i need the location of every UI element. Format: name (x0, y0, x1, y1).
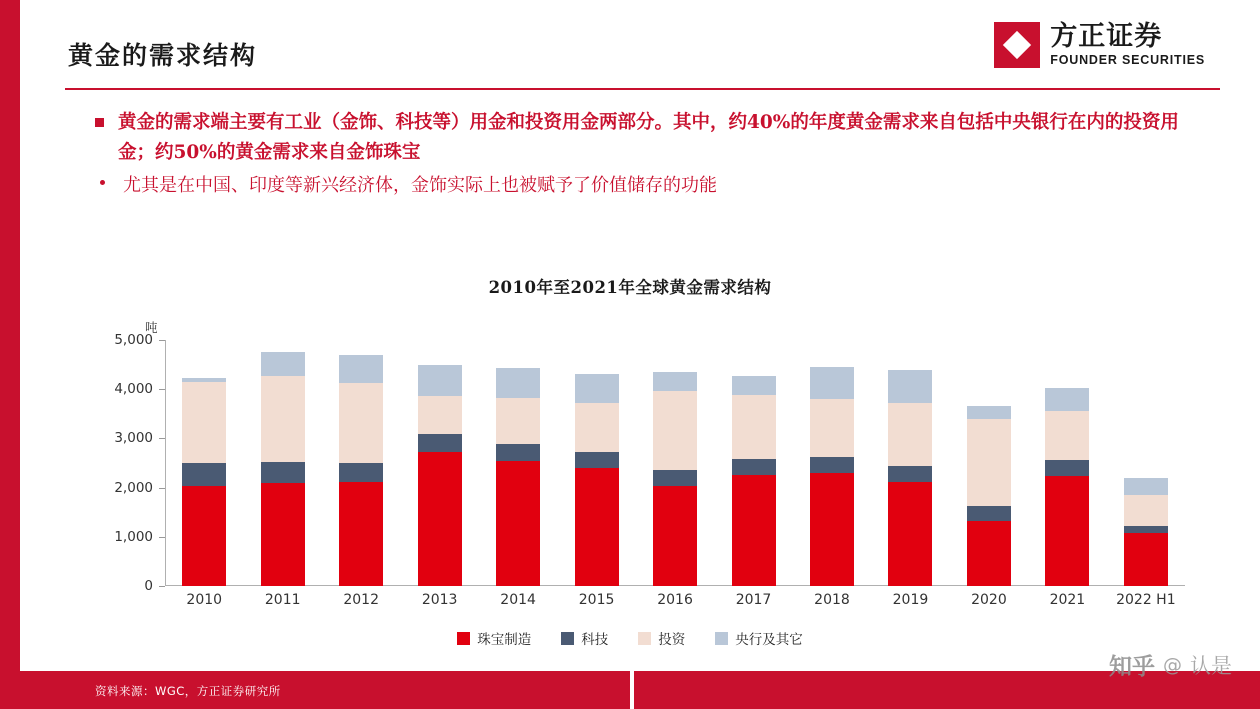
bar-segment (888, 482, 932, 586)
bar-stack[interactable] (888, 370, 932, 586)
bar-segment (1045, 476, 1089, 586)
bar-segment (418, 452, 462, 586)
bar-segment (575, 452, 619, 468)
legend-swatch (457, 632, 470, 645)
y-axis-tick-label: 0 (144, 578, 153, 594)
bar-segment (967, 521, 1011, 586)
bar-segment (496, 444, 540, 461)
x-axis-tick-label: 2012 (343, 592, 379, 608)
legend-label: 央行及其它 (735, 632, 803, 648)
header-divider (65, 88, 1220, 90)
x-axis-tick-label: 2011 (264, 592, 301, 608)
bar-segment (261, 352, 305, 376)
bar-segment (496, 461, 540, 586)
x-axis-labels (165, 592, 1185, 608)
bar-segment (1124, 478, 1168, 494)
y-axis-tick-label: 5,000 (114, 332, 153, 348)
bar-segment (653, 372, 697, 391)
bar-segment (261, 376, 305, 463)
bar-stack[interactable] (1045, 388, 1089, 586)
bar-segment (575, 468, 619, 586)
watermark-logo: 知乎 (1109, 654, 1155, 680)
chart-legend (60, 628, 1200, 648)
bullet-item-primary (95, 108, 1190, 168)
bullet-list (95, 108, 1190, 201)
bar-group (714, 340, 792, 586)
bar-segment (653, 486, 697, 586)
bar-group (793, 340, 871, 586)
bar-group (322, 340, 400, 586)
bar-segment (1045, 388, 1089, 411)
y-axis-tick (159, 537, 165, 538)
y-axis-tick (159, 488, 165, 489)
legend-label: 珠宝制造 (477, 632, 532, 648)
logo-text (1050, 23, 1205, 66)
watermark-at: @ (1163, 653, 1182, 676)
bar-segment (967, 506, 1011, 521)
bar-segment (732, 475, 776, 586)
x-axis-tick-label: 2022 H1 (1116, 592, 1176, 608)
slide-header (20, 0, 1260, 95)
y-axis-tick (159, 438, 165, 439)
bar-segment (339, 355, 383, 383)
bar-segment (182, 463, 226, 486)
bar-stack[interactable] (1124, 478, 1168, 586)
y-axis-tick (159, 586, 165, 587)
bar-segment (810, 399, 854, 456)
x-axis-tick-label: 2017 (735, 592, 772, 608)
bar-group (243, 340, 321, 586)
logo-mark-icon (994, 22, 1040, 68)
chart-plot-area (114, 332, 1185, 594)
source-note: 资料来源：WGC，方正证券研究所 (95, 684, 281, 698)
x-axis-tick-label: 2018 (814, 592, 850, 608)
bar-segment (888, 466, 932, 482)
x-axis-tick-label: 2013 (421, 592, 458, 608)
legend-item[interactable] (561, 628, 608, 648)
bar-segment (810, 473, 854, 586)
bar-stack[interactable] (496, 368, 540, 586)
legend-item[interactable] (457, 628, 531, 648)
y-axis-tick-label: 3,000 (114, 430, 153, 447)
bar-group (636, 340, 714, 586)
legend-label: 投资 (658, 632, 686, 648)
bar-segment (418, 396, 462, 434)
bar-segment (732, 459, 776, 475)
bar-segment (653, 391, 697, 470)
legend-label: 科技 (581, 632, 609, 648)
chart-title: 2010年至2021年全球黄金需求结构 (488, 278, 772, 297)
bar-segment (1045, 460, 1089, 476)
bar-group (557, 340, 635, 586)
legend-item[interactable] (638, 628, 685, 648)
bar-group (950, 340, 1028, 586)
bar-segment (339, 463, 383, 482)
legend-swatch (561, 632, 574, 645)
bar-segment (1124, 495, 1168, 526)
bar-group (1107, 340, 1185, 586)
legend-swatch (715, 632, 728, 645)
x-axis-tick-label: 2021 (1049, 592, 1086, 608)
bar-segment (418, 434, 462, 452)
x-axis-tick-label: 2010 (186, 592, 223, 608)
bar-group (400, 340, 478, 586)
bar-segment (575, 403, 619, 452)
x-axis-tick-label: 2019 (892, 592, 929, 608)
bar-group (479, 340, 557, 586)
bar-segment (967, 419, 1011, 506)
x-axis-tick-label: 2020 (971, 592, 1007, 608)
bar-segment (496, 398, 540, 444)
bar-stack[interactable] (575, 374, 619, 586)
chart-container (60, 310, 1200, 650)
bar-segment (653, 470, 697, 486)
bullet-text: 黄金的需求端主要有工业（金饰、科技等）用金和投资用金两部分。其中，约40%的年度黄金需求来自包括中央银行在内的投资用金；约50%的黄金需求来自金饰珠宝 (118, 112, 1179, 163)
bar-segment (496, 368, 540, 398)
bar-segment (810, 367, 854, 399)
bar-segment (1124, 526, 1168, 534)
bar-segment (575, 374, 619, 403)
bar-stack[interactable] (261, 352, 305, 586)
bar-stack[interactable] (418, 365, 462, 586)
legend-swatch (638, 632, 651, 645)
footer-gap (630, 671, 634, 709)
watermark (1109, 648, 1232, 681)
bar-segment (732, 376, 776, 395)
bar-segment (732, 395, 776, 459)
bullet-text: 尤其是在中国、印度等新兴经济体，金饰实际上也被赋予了价值储存的功能 (123, 174, 717, 196)
bar-segment (888, 370, 932, 403)
y-axis-tick-label: 2,000 (114, 479, 153, 496)
y-axis-tick (159, 340, 165, 341)
y-axis-tick-label: 4,000 (114, 381, 153, 398)
bar-segment (339, 383, 383, 463)
bullet-item-secondary (95, 168, 1190, 201)
logo-name-en: FOUNDER SECURITIES (1050, 52, 1205, 67)
logo-name-cn: 方正证券 (1050, 21, 1163, 53)
bar-stack[interactable] (339, 355, 383, 586)
bar-segment (1045, 411, 1089, 461)
y-axis-tick-label: 1,000 (114, 528, 153, 545)
bar-group (871, 340, 949, 586)
bar-segment (418, 365, 462, 396)
bar-segment (182, 486, 226, 586)
y-axis-unit: 吨 (145, 320, 158, 335)
bar-segment (810, 457, 854, 473)
page-title: 黄金的需求结构 (68, 41, 258, 70)
bar-segment (1124, 533, 1168, 586)
bar-group (165, 340, 243, 586)
x-axis-tick-label: 2015 (578, 592, 615, 608)
left-accent-bar (0, 0, 20, 709)
bar-stack[interactable] (653, 372, 697, 586)
bar-group (1028, 340, 1106, 586)
company-logo (994, 22, 1205, 68)
bar-segment (888, 403, 932, 466)
bar-stack[interactable] (810, 367, 854, 586)
bar-stack[interactable] (182, 378, 226, 586)
bullet-square-icon (95, 118, 104, 127)
bar-segment (182, 382, 226, 464)
y-axis-tick (159, 389, 165, 390)
bar-segment (261, 483, 305, 586)
bar-stack[interactable] (967, 406, 1011, 586)
bar-series-group (165, 340, 1185, 586)
bar-segment (261, 462, 305, 483)
x-axis-tick-label: 2014 (500, 592, 536, 608)
bar-stack[interactable] (732, 376, 776, 586)
bar-segment (967, 406, 1011, 419)
bullet-dot-icon (100, 180, 105, 185)
legend-item[interactable] (715, 628, 803, 648)
watermark-user: 认是 (1190, 653, 1232, 678)
bar-segment (339, 482, 383, 586)
x-axis-tick-label: 2016 (657, 592, 693, 608)
